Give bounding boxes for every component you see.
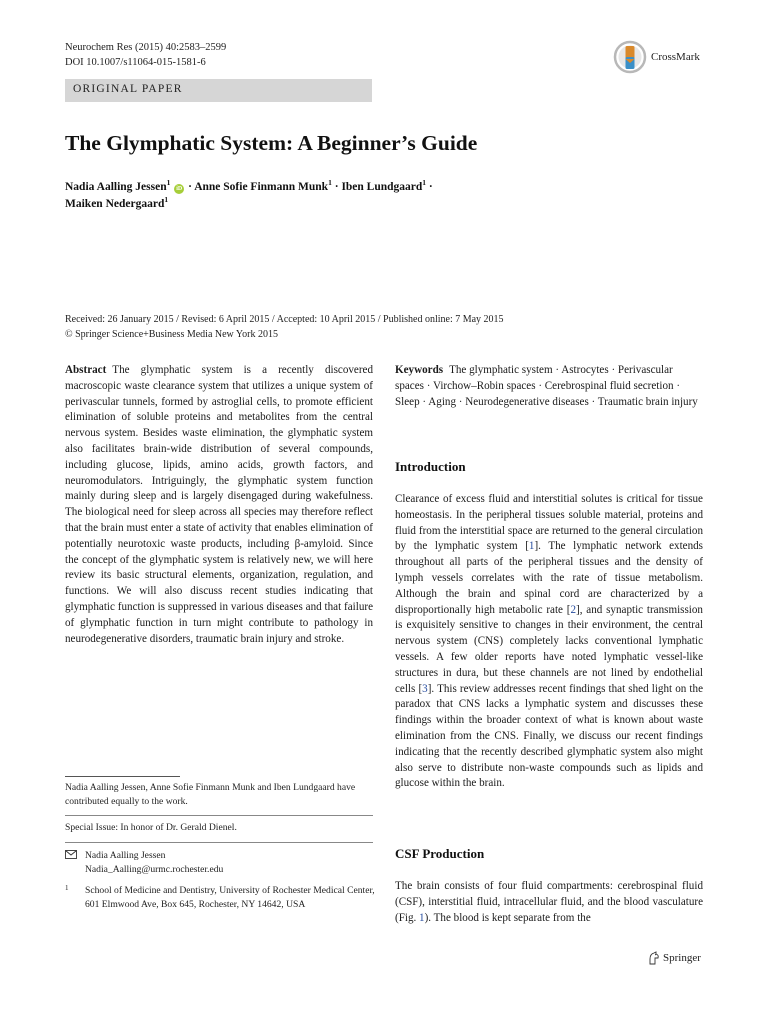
section-heading-introduction: Introduction (395, 459, 466, 474)
keywords-text: The glymphatic system · Astrocytes · Perivascular spaces · Virchow–Robin spaces · Cerebrospinal fluid secretion · Sleep · Aging · Neurodegenerative diseases · Traumatic brain injury (395, 364, 698, 408)
footnote-divider (65, 815, 373, 816)
affiliation-marker: 1 (328, 178, 332, 187)
author-name[interactable]: Anne Sofie Finmann Munk (194, 181, 329, 193)
crossmark-icon (613, 38, 647, 76)
springer-horse-icon (648, 951, 660, 965)
paragraph-text: ], and synaptic transmission is exquisitely sensitive to changes in their environment, the central nervous system (CNS) completely lacks conventional lymphatic vessels. A few older reports have noted lymphatic vessel-like structures in dura, but these channels are not lined by endothelial cells [ (395, 603, 703, 695)
author-list-continued (65, 195, 168, 210)
author-name[interactable]: Nadia Aalling Jessen (65, 181, 167, 193)
abstract-label: Abstract (65, 364, 107, 376)
footnote-divider (65, 776, 180, 777)
affiliation-marker: 1 (422, 178, 427, 187)
orcid-icon[interactable]: iD (176, 186, 183, 192)
article-title: The Glymphatic System: A Beginner’s Guide (65, 131, 478, 155)
abstract-text: The glymphatic system is a recently discovered macroscopic waste clearance system that utilizes a unique system of perivascular tunnels, formed by astroglial cells, to promote efficient elimination of soluble proteins and metabolites from the central nervous system. Besides waste elimination, the glymphatic system also facilitates brain-wide distribution of several compounds, including glucose, lipids, amino acids, growth factors, and neuromodulators. Intriguingly, the glymphatic system function mainly during sleep and is largely disengaged during wakefulness. The biological need for sleep across all species may therefore reflect that the brain must enter a state of activity that enables elimination of potentially neurotoxic waste products, including β-amyloid. Since the concept of the glymphatic system is relatively new, we will here review its basic structural elements, organization, regulation, and functions. We will also discuss recent studies indicating that glymphatic function is suppressed in various diseases and that failure of glymphatic function in turn might contribute to pathology in neurodegenerative disorders, traumatic brain injury and stroke. (65, 364, 373, 645)
author-list (65, 178, 433, 194)
email-link[interactable]: Nadia_Aalling@urmc.rochester.edu (85, 863, 224, 875)
publisher-logo (648, 951, 701, 965)
publication-dates: Received: 26 January 2015 / Revised: 6 April 2015 / Accepted: 10 April 2015 / Published online: 7 May 2015 (65, 314, 504, 325)
crossmark-label: CrossMark (651, 51, 700, 63)
paper-type-label: ORIGINAL PAPER (73, 83, 183, 95)
affiliation-text: School of Medicine and Dentistry, University of Rochester Medical Center, 601 Elmwood Ave, Box 645, Rochester, NY 14642, USA (85, 885, 375, 910)
introduction-paragraph (395, 492, 703, 792)
doi-link[interactable]: DOI 10.1007/s11064-015-1581-6 (65, 57, 206, 68)
crossmark-badge[interactable] (613, 38, 700, 76)
citation-link[interactable]: 2 (570, 603, 576, 616)
paragraph-text: ]. The lymphatic network extends throughout all parts of the peripheral tissues and the density of lymph vessels correlates with the rate of tissue metabolism. Although the brain and spinal cord are characterized by a disproportionally high metabolic rate [ (395, 540, 703, 616)
paragraph-text: ]. This review addresses recent findings that shed light on the paradox that CNS lacks a lymphatic system and discusses these findings within the broader context of what is known about waste elimination from the CNS. Finally, we discuss our recent findings indicating that the recently described glymphatic system also might also serve to distribute non-waste compounds such as lipids and glucose within the brain. (395, 682, 703, 790)
author-separator: · (428, 181, 433, 193)
paper-type-banner (65, 79, 372, 102)
journal-reference: Neurochem Res (2015) 40:2583–2599 (65, 42, 227, 53)
figure-link[interactable]: 1 (419, 911, 425, 924)
author-name[interactable]: Maiken Nedergaard (65, 198, 165, 210)
author-separator: · (188, 181, 192, 193)
affiliation-marker: 1 (166, 178, 171, 187)
publisher-name: Springer (663, 952, 701, 964)
paragraph-text: The brain consists of four fluid compartments: cerebrospinal fluid (CSF), interstitial fluid, intracellular fluid, and the blood vasculature (Fig. (395, 880, 703, 924)
equal-contribution-note: Nadia Aalling Jessen, Anne Sofie Finmann Munk and Iben Lundgaard have contributed equally to the work. (65, 782, 356, 807)
author-separator: · (334, 181, 339, 193)
paragraph-text: ). The blood is kept separate from the (424, 911, 591, 924)
affiliation-number: 1 (65, 884, 69, 892)
corresponding-author-name: Nadia Aalling Jessen (85, 850, 166, 861)
keywords-label: Keywords (395, 364, 444, 376)
section-heading-csf-production: CSF Production (395, 846, 485, 861)
envelope-icon (65, 850, 77, 859)
paragraph-text: Clearance of excess fluid and interstitial solutes is critical for tissue homeostasis. In the peripheral tissues soluble material, proteins and fluid from the interstitial space are returned to the general circulation by the lymphatic system [ (395, 493, 703, 553)
abstract (65, 363, 373, 647)
footnote-divider (65, 842, 373, 843)
csf-paragraph (395, 879, 703, 926)
citation-link[interactable]: 1 (528, 540, 535, 553)
special-issue-note: Special Issue: In honor of Dr. Gerald Dienel. (65, 822, 237, 833)
affiliation-marker: 1 (164, 195, 169, 204)
author-name[interactable]: Iben Lundgaard (341, 181, 423, 193)
citation-link[interactable]: 3 (422, 682, 428, 695)
copyright-notice: © Springer Science+Business Media New York 2015 (65, 329, 278, 340)
keywords (395, 363, 703, 410)
